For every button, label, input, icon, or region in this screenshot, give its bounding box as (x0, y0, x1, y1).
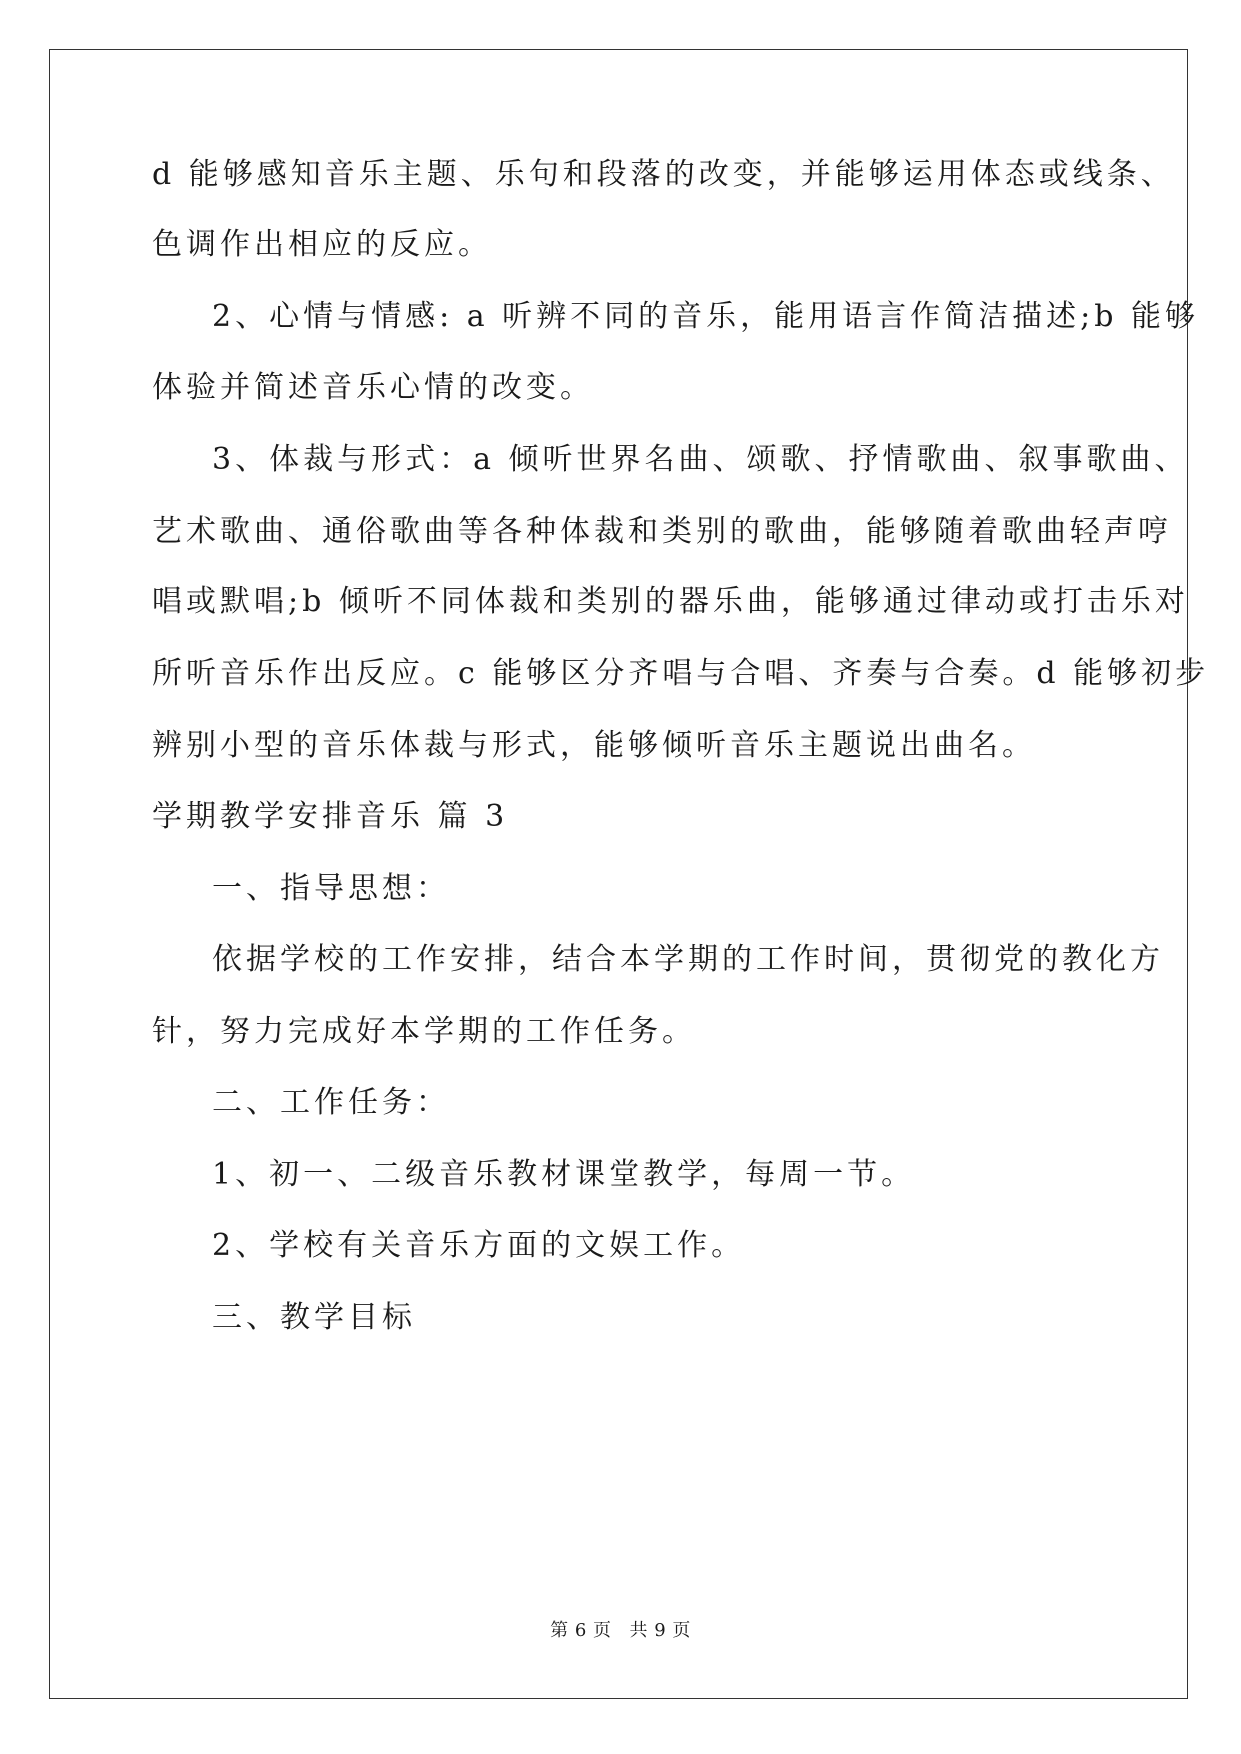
text-line: 唱或默唱;b 倾听不同体裁和类别的器乐曲，能够通过律动或打击乐对 (152, 584, 1189, 619)
page-footer (0, 1619, 1241, 1643)
text-line: 体验并简述音乐心情的改变。 (152, 370, 594, 405)
text-line: 3、体裁与形式：a 倾听世界名曲、颂歌、抒情歌曲、叙事歌曲、 (212, 442, 1189, 477)
text-line: 三、教学目标 (212, 1300, 416, 1335)
text-line: d 能够感知音乐主题、乐句和段落的改变，并能够运用体态或线条、 (152, 157, 1175, 192)
text-line: 2、心情与情感: a 听辨不同的音乐，能用语言作简洁描述;b 能够 (212, 299, 1199, 334)
text-line: 2、学校有关音乐方面的文娱工作。 (212, 1228, 746, 1263)
page-number: 第 6 页 (550, 1620, 612, 1641)
page-total: 共 9 页 (629, 1620, 691, 1641)
text-line: 针，努力完成好本学期的工作任务。 (152, 1014, 696, 1049)
text-line: 色调作出相应的反应。 (152, 227, 492, 262)
text-line: 一、指导思想： (212, 871, 450, 906)
text-line: 辨别小型的音乐体裁与形式，能够倾听音乐主题说出曲名。 (152, 728, 1036, 763)
text-line: 二、工作任务： (212, 1085, 450, 1120)
text-line: 所听音乐作出反应。c 能够区分齐唱与合唱、齐奏与合奏。d 能够初步 (152, 656, 1210, 691)
section-heading: 学期教学安排音乐 篇 3 (152, 799, 509, 834)
text-line: 艺术歌曲、通俗歌曲等各种体裁和类别的歌曲，能够随着歌曲轻声哼 (152, 514, 1172, 549)
text-line: 1、初一、二级音乐教材课堂教学，每周一节。 (212, 1157, 916, 1192)
text-line: 依据学校的工作安排，结合本学期的工作时间，贯彻党的教化方 (212, 942, 1164, 977)
